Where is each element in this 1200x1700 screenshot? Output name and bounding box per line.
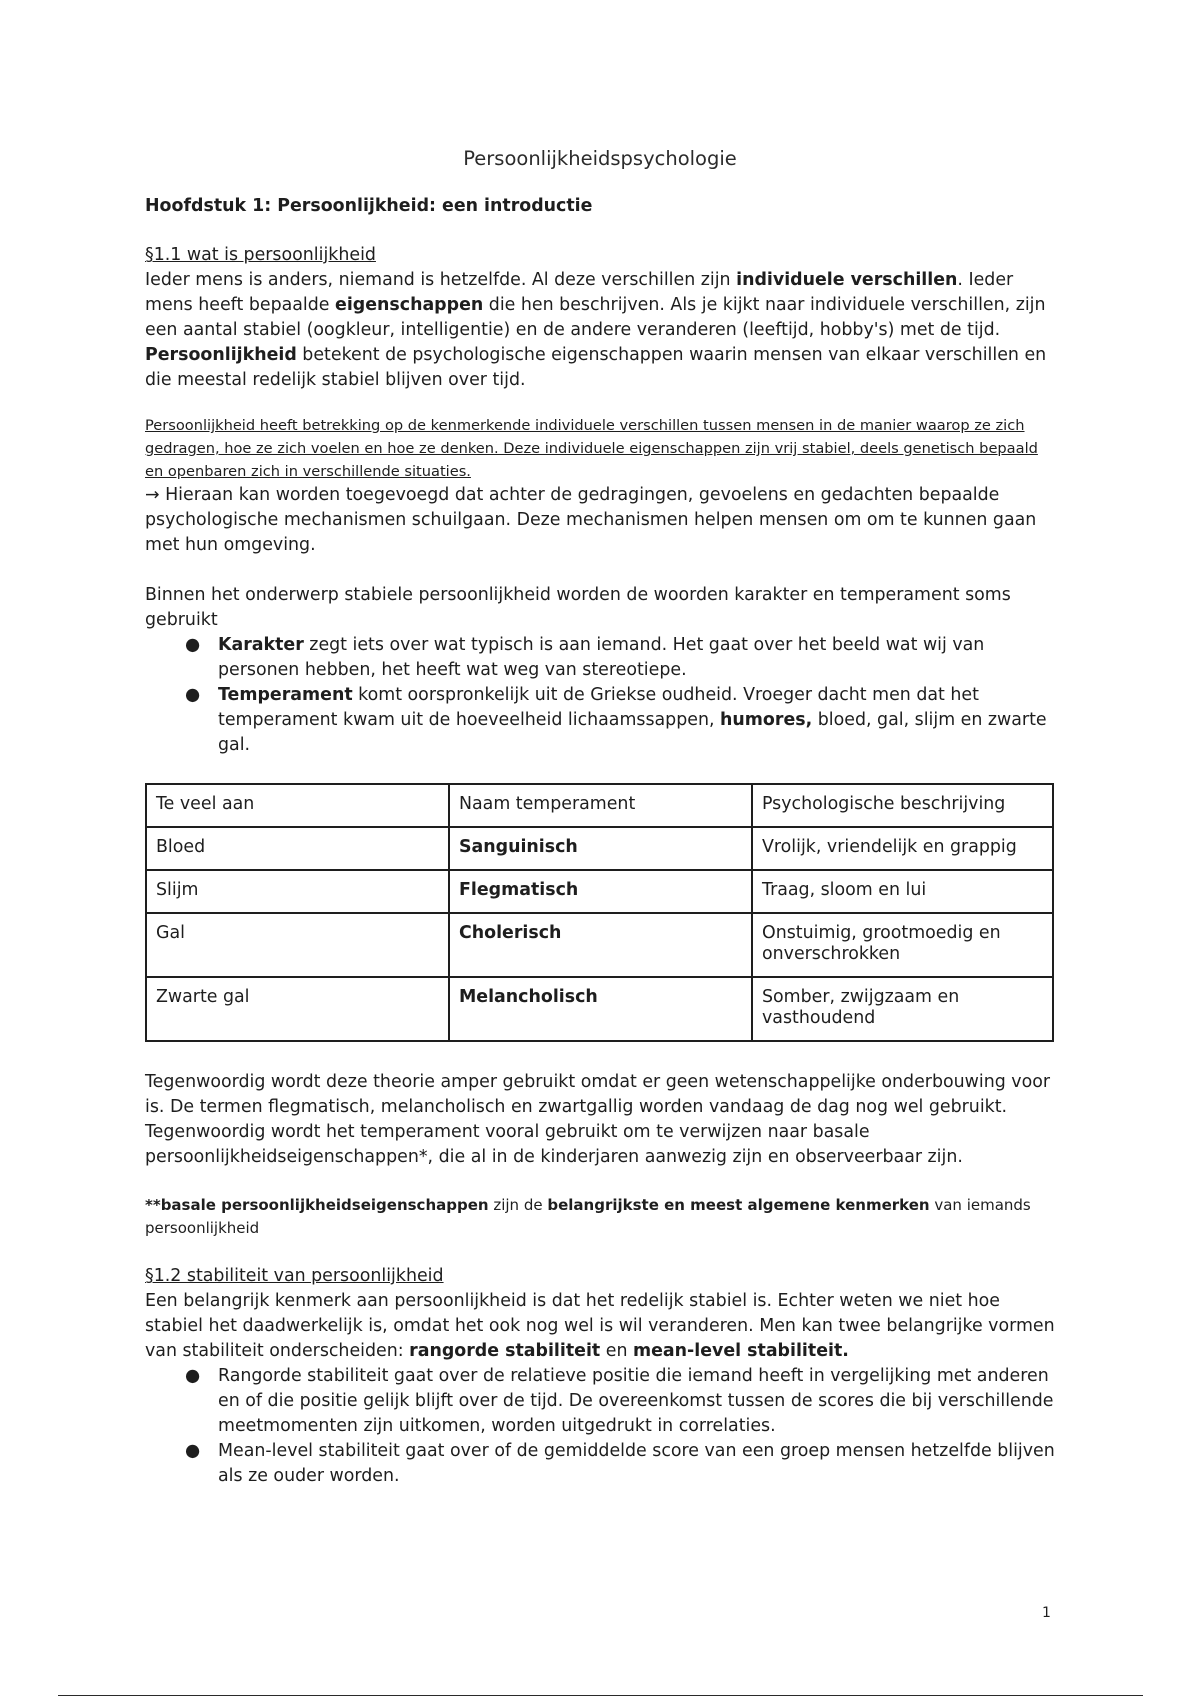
table-cell: Traag, sloom en lui [752, 870, 1053, 913]
document-title: Persoonlijkheidspsychologie [463, 147, 737, 170]
temperament-table [145, 783, 1054, 1042]
list-item [185, 1439, 1055, 1489]
stability-bullet-list [145, 1364, 1055, 1489]
definition-paragraph: Persoonlijkheid heeft betrekking op de kenmerkende individuele verschillen tussen mensen in de manier waarop ze zich gedragen, hoe ze zich voelen en hoe ze denken. Deze individuele eigenschappen zijn vrij stabiel, deels genetisch bepaald en openbaren zich in verschillende situaties. [145, 417, 1038, 480]
footnote: **basale persoonlijkheidseigenschappen zijn de belangrijkste en meest algemene kenmerken van iemands persoonlijkheid [145, 1196, 1031, 1237]
bullet-text-mean-level: Mean-level stabiliteit gaat over of de gemiddelde score van een groep mensen hetzelfde blijven als ze ouder worden. [218, 1441, 1055, 1486]
paragraph-terms-intro: Binnen het onderwerp stabiele persoonlijkheid worden de woorden karakter en temperament soms gebruikt [145, 585, 1011, 630]
table-cell: Zwarte gal [146, 977, 449, 1041]
bullet-icon: ● [185, 1441, 201, 1461]
table-cell: Cholerisch [449, 913, 752, 977]
table-header-cell: Psychologische beschrijving [752, 784, 1053, 827]
footer-divider [58, 1695, 1143, 1696]
table-cell: Somber, zwijgzaam en vasthoudend [752, 977, 1053, 1041]
list-item [185, 683, 1055, 758]
paragraph-individual-differences: Ieder mens is anders, niemand is hetzelfde. Al deze verschillen zijn individuele verschillen. Ieder mens heeft bepaalde eigenschappen die hen beschrijven. Als je kijkt naar individuele verschillen, zijn een aantal stabiel (oogkleur, intelligentie) en de andere veranderen (leeftijd, hobby's) met de tijd. Persoonlijkheid betekent de psychologische eigenschappen waarin mensen van elkaar verschillen en die meestal redelijk stabiel blijven over tijd. [145, 270, 1047, 390]
paragraph-stability: Een belangrijk kenmerk aan persoonlijkheid is dat het redelijk stabiel is. Echter weten we niet hoe stabiel het daadwerkelijk is, omdat het ook nog wel is wil veranderen. Men kan twee belangrijke vormen van stabiliteit onderscheiden: rangorde stabiliteit en mean-level stabiliteit. [145, 1291, 1055, 1361]
page-content [145, 146, 1055, 1489]
table-cell: Gal [146, 913, 449, 977]
table-cell: Slijm [146, 870, 449, 913]
list-item [185, 633, 1055, 683]
bullet-icon: ● [185, 685, 201, 705]
table-header-row [146, 784, 1053, 827]
table-cell: Onstuimig, grootmoedig en onverschrokken [752, 913, 1053, 977]
list-item [185, 1364, 1055, 1439]
table-row [146, 913, 1053, 977]
bullet-icon: ● [185, 1366, 201, 1386]
table-row [146, 977, 1053, 1041]
table-row [146, 827, 1053, 870]
bullet-text-karakter: Karakter zegt iets over wat typisch is aan iemand. Het gaat over het beeld wat wij van personen hebben, het heeft wat weg van stereotiepe. [218, 635, 985, 680]
terms-bullet-list [145, 633, 1055, 758]
table-cell: Bloed [146, 827, 449, 870]
section-heading-1-2: §1.2 stabiliteit van persoonlijkheid [145, 1266, 444, 1286]
table-cell: Vrolijk, vriendelijk en grappig [752, 827, 1053, 870]
section-heading-1-1: §1.1 wat is persoonlijkheid [145, 245, 376, 265]
paragraph-mechanisms: → Hieraan kan worden toegevoegd dat achter de gedragingen, gevoelens en gedachten bepaalde psychologische mechanismen schuilgaan. Deze mechanismen helpen mensen om om te kunnen gaan met hun omgeving. [145, 485, 1037, 555]
bullet-text-temperament: Temperament komt oorspronkelijk uit de Griekse oudheid. Vroeger dacht men dat het temperament kwam uit de hoeveelheid lichaamssappen, humores, bloed, gal, slijm en zwarte gal. [218, 685, 1047, 755]
page-number: 1 [1042, 1605, 1051, 1621]
bullet-text-rangorde: Rangorde stabiliteit gaat over de relatieve positie die iemand heeft in vergelijking met anderen en of die positie gelijk blijft over de tijd. De overeenkomst tussen de scores die bij verschillende meetmomenten zijn uitkomen, worden uitgedrukt in correlaties. [218, 1366, 1054, 1436]
table-header-cell: Naam temperament [449, 784, 752, 827]
table-row [146, 870, 1053, 913]
table-cell: Sanguinisch [449, 827, 752, 870]
paragraph-after-table: Tegenwoordig wordt deze theorie amper gebruikt omdat er geen wetenschappelijke onderbouwing voor is. De termen flegmatisch, melancholisch en zwartgallig worden vandaag de dag nog wel gebruikt. Tegenwoordig wordt het temperament vooral gebruikt om te verwijzen naar basale persoonlijkheidseigenschappen*, die al in de kinderjaren aanwezig zijn en observeerbaar zijn. [145, 1072, 1051, 1167]
table-header-cell: Te veel aan [146, 784, 449, 827]
chapter-heading: Hoofdstuk 1: Persoonlijkheid: een introductie [145, 196, 593, 216]
table-cell: Melancholisch [449, 977, 752, 1041]
table-cell: Flegmatisch [449, 870, 752, 913]
bullet-icon: ● [185, 635, 201, 655]
